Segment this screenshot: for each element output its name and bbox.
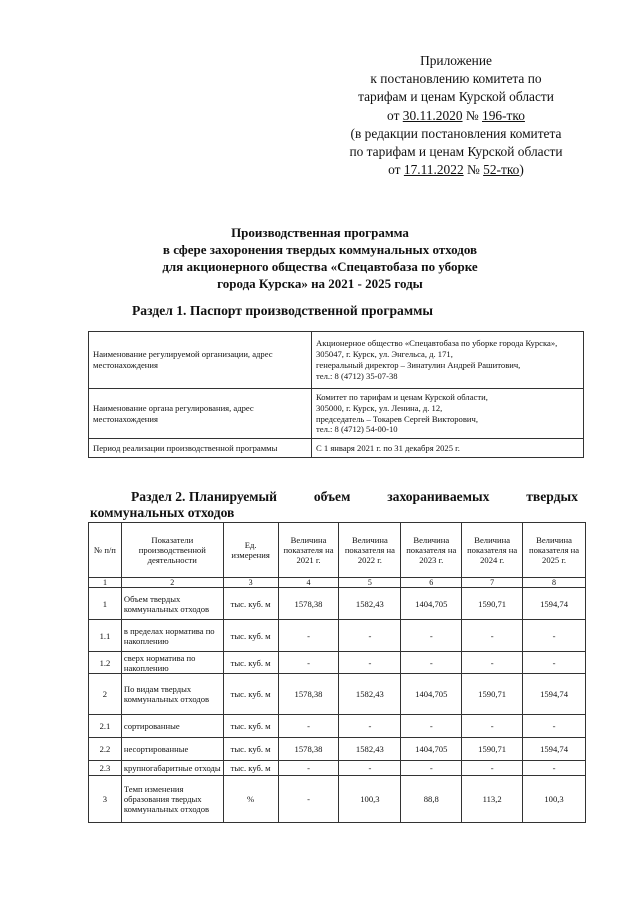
column-number-row <box>89 578 586 588</box>
column-number: 4 <box>278 578 339 588</box>
value-2025: - <box>523 715 586 738</box>
heading-word: Раздел 2. Планируемый <box>131 489 278 504</box>
column-header: Показатели производственной деятельности <box>121 523 223 578</box>
heading-word: объем <box>313 489 351 504</box>
unit: тыс. куб. м <box>223 652 278 674</box>
value-2022: 1582,43 <box>339 674 401 715</box>
passport-table <box>88 331 584 458</box>
appendix-line: (в редакции постановления комитета <box>350 125 562 141</box>
decree-number: 196-тко <box>482 107 525 123</box>
appendix-line: Приложение <box>420 53 492 68</box>
heading-word: твердых <box>526 489 578 504</box>
value-2022: - <box>339 620 401 652</box>
row-number: 3 <box>89 776 122 823</box>
value-line: генеральный директор – Зинатулин Андрей Рашитович, <box>316 360 521 370</box>
value-2025: 1594,74 <box>523 588 586 620</box>
passport-value <box>312 439 584 458</box>
value-2021: 1578,38 <box>278 588 339 620</box>
row-number: 2 <box>89 674 122 715</box>
passport-label: Наименование органа регулирования, адрес местонахождения <box>89 389 312 439</box>
row-number: 1.2 <box>89 652 122 674</box>
value-2023: - <box>401 715 462 738</box>
row-number: 2.2 <box>89 738 122 761</box>
value-2023: - <box>401 620 462 652</box>
value-2021: - <box>278 761 339 776</box>
appendix-line <box>322 161 590 179</box>
unit: тыс. куб. м <box>223 620 278 652</box>
value-2024: 1590,71 <box>462 738 523 761</box>
indicator-name: крупногабаритные отходы <box>121 761 223 776</box>
text: от <box>387 107 403 123</box>
table-row <box>89 389 584 439</box>
column-header: Величина показателя на 2021 г. <box>278 523 339 578</box>
text: № <box>463 162 484 178</box>
row-number: 2.1 <box>89 715 122 738</box>
volume-table <box>88 522 586 823</box>
heading-line <box>90 489 578 505</box>
value-line: 305000, г. Курск, ул. Ленина, д. 12, <box>316 402 443 413</box>
section2-heading <box>90 489 578 521</box>
heading-line: коммунальных отходов <box>90 505 235 520</box>
indicator-name: несортированные <box>121 738 223 761</box>
value-2025: - <box>523 761 586 776</box>
passport-label: Период реализации производственной программы <box>89 439 312 458</box>
row-number: 1 <box>89 588 122 620</box>
column-header: Величина показателя на 2022 г. <box>339 523 401 578</box>
unit: тыс. куб. м <box>223 674 278 715</box>
text: № <box>462 107 483 123</box>
appendix-block <box>322 52 590 179</box>
value-2023: - <box>401 761 462 776</box>
value-2022: 1582,43 <box>339 588 401 620</box>
text: от <box>388 162 404 178</box>
value-line: тел.: 8 (4712) 54-00-10 <box>316 424 398 435</box>
value-2024: 1590,71 <box>462 588 523 620</box>
value-line: Акционерное общество «Спецавтобаза по уборке города Курска», <box>316 338 558 349</box>
value-2021: - <box>278 620 339 652</box>
table-row <box>89 674 586 715</box>
value-2023: 1404,705 <box>401 738 462 761</box>
appendix-line: тарифам и ценам Курской области <box>358 89 554 105</box>
value-2022: - <box>339 715 401 738</box>
column-number: 6 <box>401 578 462 588</box>
unit: тыс. куб. м <box>223 588 278 620</box>
table-row <box>89 332 584 389</box>
column-number: 7 <box>462 578 523 588</box>
column-number: 3 <box>223 578 278 588</box>
title-line: города Курска» на 2021 - 2025 годы <box>217 276 423 291</box>
row-number: 1.1 <box>89 620 122 652</box>
value-2025: 1594,74 <box>523 674 586 715</box>
table-row <box>89 715 586 738</box>
unit: тыс. куб. м <box>223 715 278 738</box>
column-header: Величина показателя на 2024 г. <box>462 523 523 578</box>
column-header: Ед. измерения <box>223 523 278 578</box>
value-2021: 1578,38 <box>278 674 339 715</box>
value-2025: 1594,74 <box>523 738 586 761</box>
value-2025: 100,3 <box>523 776 586 823</box>
table-row <box>89 652 586 674</box>
unit: тыс. куб. м <box>223 738 278 761</box>
decree-date: 30.11.2020 <box>402 107 463 123</box>
revision-date: 17.11.2022 <box>403 162 464 178</box>
passport-value <box>312 332 584 389</box>
row-number: 2.3 <box>89 761 122 776</box>
indicator-name: сверх норматива по накоплению <box>121 652 223 674</box>
value-2024: - <box>462 761 523 776</box>
value-2022: - <box>339 652 401 674</box>
table-row <box>89 776 586 823</box>
title-line: Производственная программа <box>231 225 409 240</box>
indicator-name: в пределах норматива по накоплению <box>121 620 223 652</box>
value-2021: - <box>278 652 339 674</box>
unit: % <box>223 776 278 823</box>
value-2025: - <box>523 652 586 674</box>
column-header: № п/п <box>89 523 122 578</box>
value-2021: - <box>278 776 339 823</box>
column-header: Величина показателя на 2025 г. <box>523 523 586 578</box>
appendix-line <box>322 107 590 125</box>
value-2025: - <box>523 620 586 652</box>
value-2024: 113,2 <box>462 776 523 823</box>
column-number: 2 <box>121 578 223 588</box>
document-title <box>0 224 640 292</box>
table-row <box>89 620 586 652</box>
passport-value <box>312 389 584 439</box>
title-line: в сфере захоронения твердых коммунальных отходов <box>162 242 478 257</box>
value-2022: 100,3 <box>339 776 401 823</box>
value-2024: 1590,71 <box>462 674 523 715</box>
column-number: 8 <box>523 578 586 588</box>
table-row <box>89 439 584 458</box>
value-2023: 88,8 <box>401 776 462 823</box>
value-line: тел.: 8 (4712) 35-07-38 <box>316 370 398 381</box>
section1-heading: Раздел 1. Паспорт производственной программы <box>132 303 433 318</box>
value-2022: 1582,43 <box>339 738 401 761</box>
value-2024: - <box>462 620 523 652</box>
table-row <box>89 588 586 620</box>
unit: тыс. куб. м <box>223 761 278 776</box>
indicator-name: Объем твердых коммунальных отходов <box>121 588 223 620</box>
value-2023: 1404,705 <box>401 674 462 715</box>
table-row <box>89 761 586 776</box>
column-header: Величина показателя на 2023 г. <box>401 523 462 578</box>
value-line: С 1 января 2021 г. по 31 декабря 2025 г. <box>316 442 460 453</box>
passport-label: Наименование регулируемой организации, адрес местонахождения <box>89 332 312 389</box>
value-line: 305047, г. Курск, ул. Энгельса, д. 171, <box>316 349 453 360</box>
table-row <box>89 738 586 761</box>
value-2022: - <box>339 761 401 776</box>
column-number: 5 <box>339 578 401 588</box>
value-2023: - <box>401 652 462 674</box>
revision-number: 52-тко <box>483 162 520 178</box>
value-2024: - <box>462 715 523 738</box>
value-line: Комитет по тарифам и ценам Курской области, <box>316 392 488 402</box>
value-2021: 1578,38 <box>278 738 339 761</box>
value-2021: - <box>278 715 339 738</box>
indicator-name: сортированные <box>121 715 223 738</box>
indicator-name: По видам твердых коммунальных отходов <box>121 674 223 715</box>
table-header-row <box>89 523 586 578</box>
column-number: 1 <box>89 578 122 588</box>
text: ) <box>519 162 524 178</box>
heading-word: захораниваемых <box>387 489 490 504</box>
value-2024: - <box>462 652 523 674</box>
title-line: для акционерного общества «Спецавтобаза по уборке <box>162 259 478 274</box>
indicator-name: Темп изменения образования твердых коммунальных отходов <box>121 776 223 823</box>
appendix-line: к постановлению комитета по <box>370 71 542 87</box>
appendix-line: по тарифам и ценам Курской области <box>349 144 563 160</box>
value-2023: 1404,705 <box>401 588 462 620</box>
value-line: председатель – Токарев Сергей Викторович, <box>316 413 478 424</box>
